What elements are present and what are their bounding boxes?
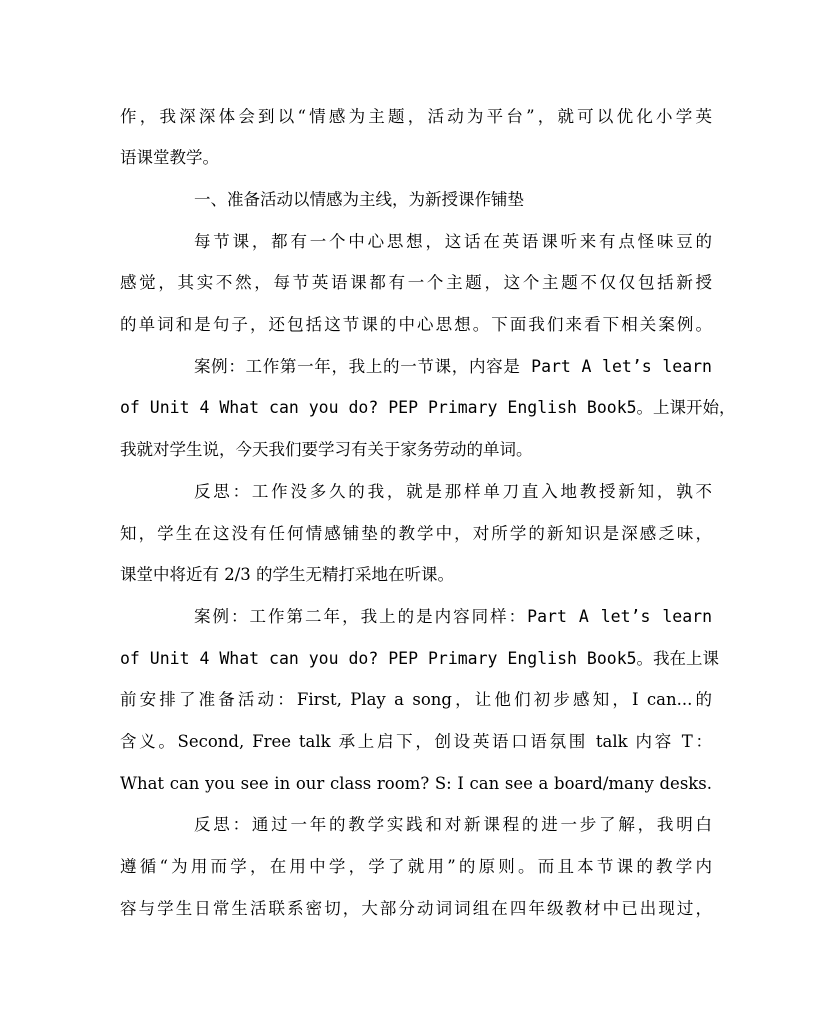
text-line: 反思：通过一年的教学实践和对新课程的进一步了解，我明白: [194, 815, 712, 834]
section-heading: 一、准备活动以情感为主线，为新授课作铺垫: [194, 190, 524, 209]
text-line: 案例：工作第二年，我上的是内容同样：Part A let’s learn: [194, 607, 712, 626]
text-line: 含义。Second, Free talk 承上启下，创设英语口语氛围 talk 内容 T：: [120, 732, 712, 751]
text-line: 每节课，都有一个中心思想，这话在英语课听来有点怪味豆的: [194, 232, 712, 251]
text-line: 课堂中将近有 2/3 的学生无精打采地在听课。: [120, 565, 455, 584]
text-line: 遵循“为用而学，在用中学，学了就用”的原则。而且本节课的教学内: [120, 857, 712, 876]
text-line: 前安排了准备活动：First, Play a song，让他们初步感知，I can...的: [120, 690, 712, 709]
text-line: What can you see in our class room? S: I can see a board/many desks.: [120, 774, 712, 793]
text-line: 知，学生在这没有任何情感铺垫的教学中，对所学的新知识是深感乏味，: [120, 524, 712, 543]
text-line: of Unit 4 What can you do? PEP Primary English Book5。我在上课: [120, 649, 720, 668]
text-line: 反思：工作没多久的我，就是那样单刀直入地教授新知，孰不: [194, 482, 712, 501]
text-line: 我就对学生说，今天我们要学习有关于家务劳动的单词。: [120, 440, 533, 459]
text-line: 语课堂教学。: [120, 148, 219, 167]
text-line: 的单词和是句子，还包括这节课的中心思想。下面我们来看下相关案例。: [120, 315, 712, 334]
text-line: 作，我深深体会到以“情感为主题，活动为平台”，就可以优化小学英: [120, 107, 712, 126]
text-line: 容与学生日常生活联系密切，大部分动词词组在四年级教材中已出现过，: [120, 899, 712, 918]
text-line: of Unit 4 What can you do? PEP Primary English Book5。上课开始，: [120, 398, 736, 417]
text-line: 感觉，其实不然，每节英语课都有一个主题，这个主题不仅仅包括新授: [120, 273, 712, 292]
text-line: 案例：工作第一年，我上的一节课，内容是 Part A let’s learn: [194, 357, 712, 376]
